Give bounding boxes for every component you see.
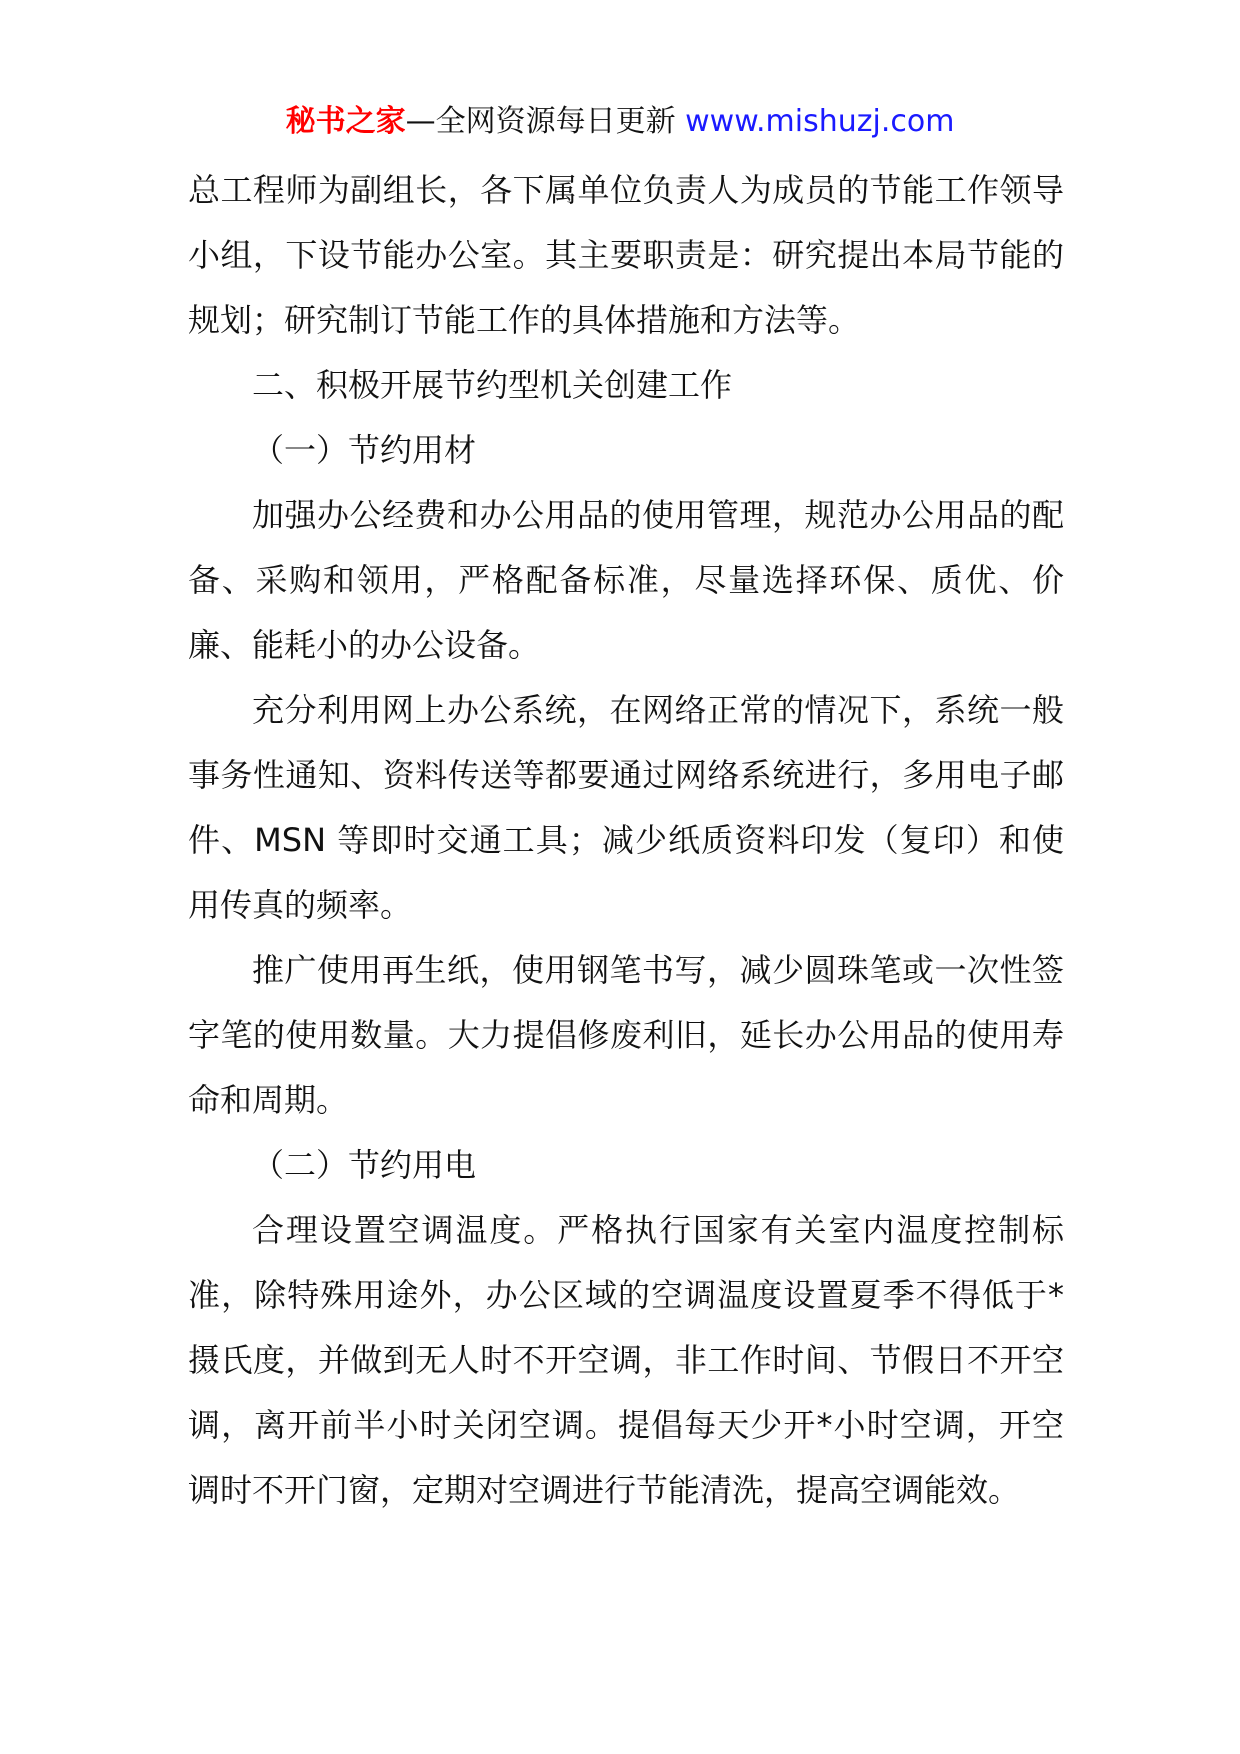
paragraph: 合理设置空调温度。严格执行国家有关室内温度控制标准，除特殊用途外，办公区域的空调温度设置夏季不得低于*摄氏度，并做到无人时不开空调，非工作时间、节假日不开空调，离开前半小时关闭空调。提倡每天少开*小时空调，开空调时不开门窗，定期对空调进行节能清洗，提高空调能效。 <box>188 1211 1064 1509</box>
document-body <box>188 158 1064 1523</box>
subsection-heading: （二）节约用电 <box>252 1146 477 1184</box>
subsection-heading: （一）节约用材 <box>252 431 477 469</box>
header-slogan: —全网资源每日更新 <box>405 104 676 139</box>
paragraph: 推广使用再生纸，使用钢笔书写，减少圆珠笔或一次性签字笔的使用数量。大力提倡修废利旧，延长办公用品的使用寿命和周期。 <box>188 951 1064 1119</box>
brand-name: 秘书之家 <box>285 104 406 139</box>
site-link[interactable]: www.mishuzj.com <box>685 104 955 139</box>
paragraph: 加强办公经费和办公用品的使用管理，规范办公用品的配备、采购和领用，严格配备标准，尽量选择环保、质优、价廉、能耗小的办公设备。 <box>188 496 1064 664</box>
page-header <box>0 100 1240 144</box>
section-heading: 二、积极开展节约型机关创建工作 <box>252 366 733 404</box>
paragraph: 充分利用网上办公系统，在网络正常的情况下，系统一般事务性通知、资料传送等都要通过网络系统进行，多用电子邮件、MSN 等即时交通工具；减少纸质资料印发（复印）和使用传真的频率。 <box>188 691 1064 924</box>
paragraph-continuation: 总工程师为副组长，各下属单位负责人为成员的节能工作领导小组，下设节能办公室。其主要职责是：研究提出本局节能的规划；研究制订节能工作的具体措施和方法等。 <box>188 171 1064 339</box>
